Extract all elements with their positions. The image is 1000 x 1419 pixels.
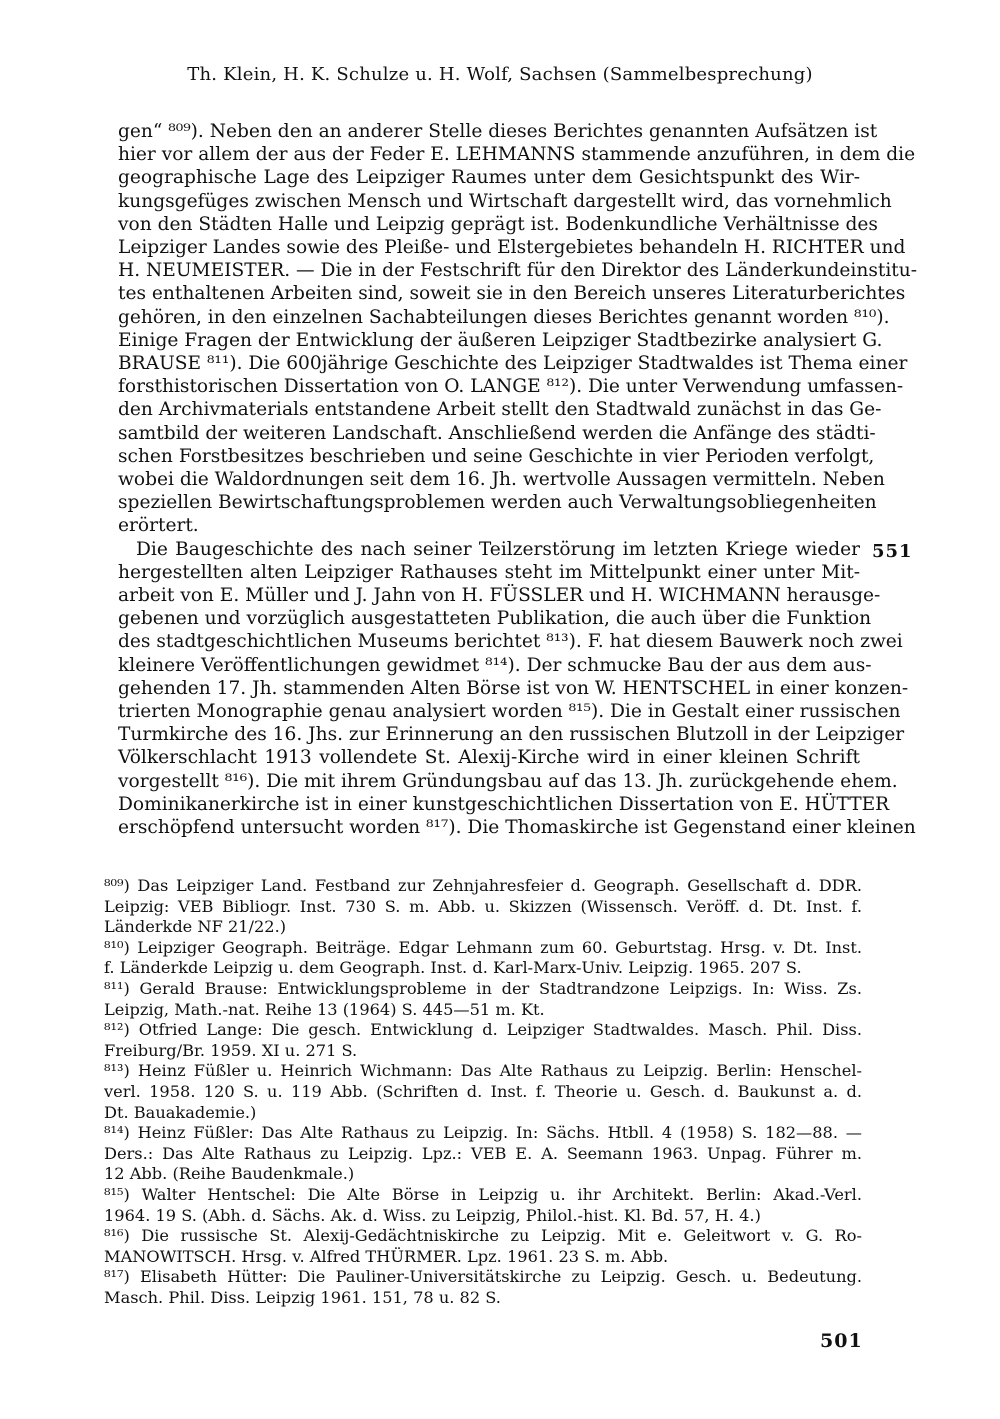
text-line: vorgestellt ⁸¹⁶). Die mit ihrem Gründungsbau auf das 13. Jh. zurückgehende ehem. (118, 770, 898, 792)
footnote (104, 1267, 862, 1308)
footnote-line: ⁸¹²) Otfried Lange: Die gesch. Entwicklung d. Leipziger Stadtwaldes. Masch. Phil. Diss. (104, 1020, 862, 1040)
text-line: Leipziger Landes sowie des Pleiße- und Elstergebietes behandeln H. RICHTER und (118, 237, 906, 259)
text-line: wobei die Waldordnungen seit dem 16. Jh. wertvolle Aussagen vermitteln. Neben (118, 469, 885, 491)
text-line: hergestellten alten Leipziger Rathauses steht im Mittelpunkt einer unter Mit- (118, 561, 860, 583)
footnote (104, 1226, 862, 1267)
page-number: 501 (820, 1330, 863, 1352)
footnote-line: ⁸¹⁵) Walter Hentschel: Die Alte Börse in Leipzig u. ihr Architekt. Berlin: Akad.-Verl. (104, 1184, 862, 1204)
footnote (104, 1123, 862, 1185)
footnote (104, 979, 862, 1020)
footnote-line: MANOWITSCH. Hrsg. v. Alfred THÜRMER. Lpz. 1961. 23 S. m. Abb. (104, 1246, 669, 1266)
footnote-line: Ders.: Das Alte Rathaus zu Leipzig. Lpz.: VEB E. A. Seemann 1963. Unpag. Führer m. (104, 1143, 862, 1163)
text-line: kungsgefüges zwischen Mensch und Wirtschaft dargestellt wird, das vornehmlich (118, 190, 892, 212)
text-line: Einige Fragen der Entwicklung der äußeren Leipziger Stadtbezirke analysiert G. (118, 329, 883, 351)
footnote-line: Länderkde NF 21/22.) (104, 917, 287, 937)
footnote-line: ⁸⁰⁹) Das Leipziger Land. Festband zur Zehnjahresfeier d. Geograph. Gesellschaft d. DDR. (104, 876, 862, 895)
footnote-line: Leipzig: VEB Bibliogr. Inst. 730 S. m. Abb. u. Skizzen (Wissensch. Veröff. d. Dt. Inst. f. (104, 896, 862, 916)
text-line: trierten Monographie genau analysiert worden ⁸¹⁵). Die in Gestalt einer russischen (118, 701, 901, 723)
text-line: H. NEUMEISTER. — Die in der Festschrift für den Direktor des Länderkundeinstitu- (118, 260, 918, 282)
footnote-line: Dt. Bauakademie.) (104, 1102, 257, 1122)
margin-page-number: 551 (872, 541, 913, 562)
footnote-line: Masch. Phil. Diss. Leipzig 1961. 151, 78 u. 82 S. (104, 1287, 501, 1307)
text-line: arbeit von E. Müller und J. Jahn von H. FÜSSLER und H. WICHMANN herausge- (118, 585, 881, 607)
text-line: Völkerschlacht 1913 vollendete St. Alexij-Kirche wird in einer kleinen Schrift (118, 747, 860, 769)
text-line: Dominikanerkirche ist in einer kunstgeschichtlichen Dissertation von E. HÜTTER (118, 793, 890, 815)
text-line: speziellen Bewirtschaftungsproblemen werden auch Verwaltungsobliegenheiten (118, 492, 877, 514)
text-line: hier vor allem der aus der Feder E. LEHMANNS stammende anzuführen, in dem die (118, 144, 916, 166)
text-line: BRAUSE ⁸¹¹). Die 600jährige Geschichte des Leipziger Stadtwaldes ist Thema einer (118, 353, 908, 375)
text-line: erörtert. (118, 515, 199, 537)
footnote-line: Freiburg/Br. 1959. XI u. 271 S. (104, 1040, 358, 1060)
text-line: gen“ ⁸⁰⁹). Neben den an anderer Stelle dieses Berichtes genannten Aufsätzen ist (118, 121, 878, 142)
text-line: erschöpfend untersucht worden ⁸¹⁷). Die Thomaskirche ist Gegenstand einer kleinen (118, 817, 916, 839)
text-line: gebenen und vorzüglich ausgestatteten Publikation, die auch über die Funktion (118, 608, 872, 630)
footnote (104, 1020, 862, 1061)
footnote-line: verl. 1958. 120 S. u. 119 Abb. (Schriften d. Inst. f. Theorie u. Gesch. d. Baukunst a. d. (104, 1081, 862, 1101)
paragraph-1 (118, 120, 918, 538)
footnote-line: 12 Abb. (Reihe Baudenkmale.) (104, 1164, 355, 1184)
footnote-line: 1964. 19 S. (Abh. d. Sächs. Ak. d. Wiss. zu Leipzig, Philol.-hist. Kl. Bd. 57, H. 4.) (104, 1205, 761, 1225)
footnote-line: Leipzig, Math.-nat. Reihe 13 (1964) S. 445—51 m. Kt. (104, 999, 545, 1019)
text-line: den Archivmaterials entstandene Arbeit stellt den Stadtwald zunächst in das Ge- (118, 399, 882, 421)
text-line: geographische Lage des Leipziger Raumes unter dem Gesichtspunkt des Wir- (118, 167, 860, 189)
footnote-line: ⁸¹⁴) Heinz Füßler: Das Alte Rathaus zu Leipzig. In: Sächs. Htbll. 4 (1958) S. 182—88. — (104, 1123, 862, 1143)
footnote-line: ⁸¹¹) Gerald Brause: Entwicklungsprobleme in der Stadtrandzone Leipzigs. In: Wiss. Zs. (104, 978, 862, 998)
footnote (104, 1061, 862, 1123)
footnote-line: ⁸¹⁶) Die russische St. Alexij-Gedächtniskirche zu Leipzig. Mit e. Geleitwort v. G. Ro- (104, 1226, 862, 1246)
footnote (104, 1185, 862, 1226)
text-line: samtbild der weiteren Landschaft. Anschließend werden die Anfänge des städti- (118, 422, 876, 444)
text-line: gehenden 17. Jh. stammenden Alten Börse ist von W. HENTSCHEL in einer konzen- (118, 677, 909, 699)
text-line: gehören, in den einzelnen Sachabteilungen dieses Berichtes genannt worden ⁸¹⁰). (118, 306, 890, 328)
text-line: Turmkirche des 16. Jhs. zur Erinnerung an den russischen Blutzoll in der Leipziger (118, 724, 905, 746)
running-header: Th. Klein, H. K. Schulze u. H. Wolf, Sachsen (Sammelbesprechung) (187, 64, 813, 85)
text-line: von den Städten Halle und Leipzig geprägt ist. Bodenkundliche Verhältnisse des (118, 213, 878, 235)
text-line: kleinere Veröffentlichungen gewidmet ⁸¹⁴). Der schmucke Bau der aus dem aus- (118, 654, 872, 676)
footnote-line: ⁸¹³) Heinz Füßler u. Heinrich Wichmann: Das Alte Rathaus zu Leipzig. Berlin: Henschel- (104, 1061, 862, 1081)
text-line: schen Forstbesitzes beschrieben und seine Geschichte in vier Perioden verfolgt, (118, 445, 875, 467)
text-line: Die Baugeschichte des nach seiner Teilzerstörung im letzten Kriege wieder (136, 538, 860, 560)
footnote-line: ⁸¹⁷) Elisabeth Hütter: Die Pauliner-Universitätskirche zu Leipzig. Gesch. u. Bedeutung. (104, 1267, 862, 1287)
footnote (104, 876, 862, 938)
text-line: forsthistorischen Dissertation von O. LANGE ⁸¹²). Die unter Verwendung umfassen- (118, 376, 904, 398)
text-line: tes enthaltenen Arbeiten sind, soweit sie in den Bereich unseres Literaturberichtes (118, 283, 906, 305)
footnote-line: ⁸¹⁰) Leipziger Geograph. Beiträge. Edgar Lehmann zum 60. Geburtstag. Hrsg. v. Dt. Inst. (104, 937, 862, 957)
footnote (104, 938, 862, 979)
footnote-line: f. Länderkde Leipzig u. dem Geograph. Inst. d. Karl-Marx-Univ. Leipzig. 1965. 207 S. (104, 958, 802, 978)
footnotes (104, 876, 862, 1308)
text-line: des stadtgeschichtlichen Museums berichtet ⁸¹³). F. hat diesem Bauwerk noch zwei (118, 631, 903, 653)
